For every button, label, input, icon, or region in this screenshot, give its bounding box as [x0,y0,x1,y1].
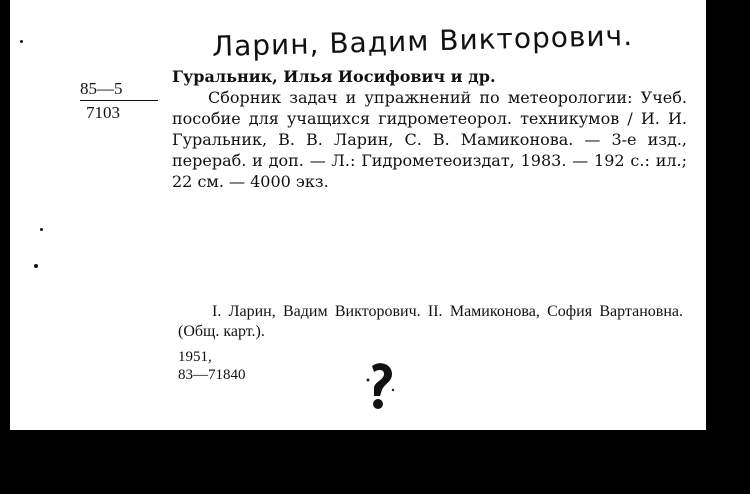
card-meta [178,348,246,384]
card-number: 83—71840 [178,367,246,383]
ink-speck [34,264,38,268]
scan-edge [0,0,10,430]
bibliographic-entry [172,66,687,192]
ink-blot [362,360,398,410]
ink-speck [20,40,23,43]
shelfmark [80,79,158,123]
entry-description: Сборник задач и упражнений по метеорологии: Учеб. пособие для учащихся гидрометеорол. техникумов / И. И. Гуральник, В. В. Ларин, С. В. Мамиконова. — 3-е изд., перераб. и доп. — Л.: Гидрометеоиздат, 1983. — 192 с.: ил.; 22 см. — 4000 экз. [172,88,687,191]
tracings [178,302,683,342]
shelfmark-top: 85—5 [80,79,158,101]
card-year: 1951, [178,349,212,365]
entry-heading: Гуральник, Илья Иосифович и др. [172,67,496,86]
tracings-text: I. Ларин, Вадим Викторович. II. Мамиконова, София Вартановна. (Общ. карт.). [178,303,683,340]
shelfmark-bottom: 7103 [86,103,120,122]
ink-speck [40,228,43,231]
handwritten-author-note: Ларин, Вадим Викторович. [211,19,634,64]
